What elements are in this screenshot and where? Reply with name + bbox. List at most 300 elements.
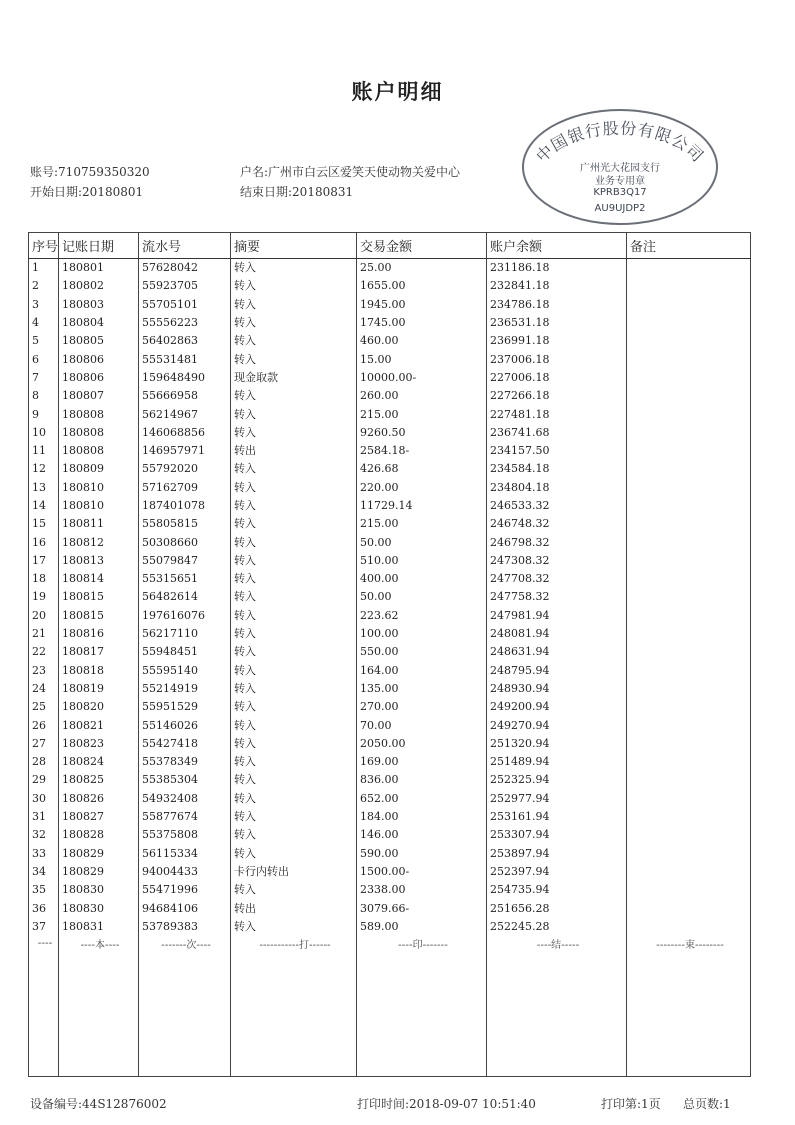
- end-marker-5: ----结-----: [487, 936, 627, 952]
- posting-date: 180807: [59, 387, 139, 405]
- row-number: 25: [29, 698, 59, 716]
- summary: 转入: [231, 588, 357, 606]
- account-balance: 237006.18: [487, 350, 627, 368]
- posting-date: 180806: [59, 369, 139, 387]
- serial-number: 56402863: [139, 332, 231, 350]
- summary: 转入: [231, 387, 357, 405]
- transaction-amount: 1945.00: [357, 296, 487, 314]
- summary: 转入: [231, 918, 357, 936]
- transaction-amount: 70.00: [357, 716, 487, 734]
- serial-number: 57162709: [139, 479, 231, 497]
- remark: [627, 570, 751, 588]
- transaction-amount: 270.00: [357, 698, 487, 716]
- account-number: 账号:710759350320: [30, 165, 150, 179]
- summary: 转入: [231, 845, 357, 863]
- account-balance: 247708.32: [487, 570, 627, 588]
- transaction-amount: 2050.00: [357, 735, 487, 753]
- remark: [627, 332, 751, 350]
- posting-date: 180808: [59, 424, 139, 442]
- serial-number: 56217110: [139, 625, 231, 643]
- table-row: [29, 533, 751, 551]
- account-balance: 247758.32: [487, 588, 627, 606]
- remark: [627, 625, 751, 643]
- transaction-amount: 3079.66-: [357, 899, 487, 917]
- end-marker-6: --------束--------: [627, 936, 751, 952]
- summary: 转入: [231, 881, 357, 899]
- posting-date: 180814: [59, 570, 139, 588]
- seal-code-2: AU9UJDP2: [594, 203, 646, 214]
- row-number: 17: [29, 552, 59, 570]
- row-number: 26: [29, 716, 59, 734]
- posting-date: 180820: [59, 698, 139, 716]
- summary: 转入: [231, 350, 357, 368]
- serial-number: 54932408: [139, 790, 231, 808]
- remark: [627, 497, 751, 515]
- posting-date: 180804: [59, 314, 139, 332]
- transaction-amount: 460.00: [357, 332, 487, 350]
- posting-date: 180829: [59, 863, 139, 881]
- table-row: [29, 570, 751, 588]
- summary: 转入: [231, 698, 357, 716]
- summary: 转入: [231, 808, 357, 826]
- transaction-amount: 426.68: [357, 460, 487, 478]
- table-row: [29, 369, 751, 387]
- bank-seal-stamp: [522, 109, 718, 225]
- serial-number: 56482614: [139, 588, 231, 606]
- account-balance: 246533.32: [487, 497, 627, 515]
- blank-cell: [29, 952, 59, 1077]
- transaction-amount: 146.00: [357, 826, 487, 844]
- serial-number: 146068856: [139, 424, 231, 442]
- serial-number: 159648490: [139, 369, 231, 387]
- row-number: 7: [29, 369, 59, 387]
- blank-cell: [59, 952, 139, 1077]
- remark: [627, 296, 751, 314]
- account-balance: 227266.18: [487, 387, 627, 405]
- transaction-amount: 2338.00: [357, 881, 487, 899]
- account-balance: 227481.18: [487, 405, 627, 423]
- remark: [627, 808, 751, 826]
- transaction-amount: 100.00: [357, 625, 487, 643]
- col-header-no: 序号: [29, 233, 59, 259]
- transaction-amount: 223.62: [357, 607, 487, 625]
- col-header-serial: 流水号: [139, 233, 231, 259]
- col-header-summary: 摘要: [231, 233, 357, 259]
- remark: [627, 698, 751, 716]
- col-header-remark: 备注: [627, 233, 751, 259]
- account-balance: 253307.94: [487, 826, 627, 844]
- row-number: 37: [29, 918, 59, 936]
- serial-number: 55079847: [139, 552, 231, 570]
- account-balance: 246748.32: [487, 515, 627, 533]
- posting-date: 180826: [59, 790, 139, 808]
- account-balance: 234804.18: [487, 479, 627, 497]
- summary: 转入: [231, 790, 357, 808]
- row-number: 12: [29, 460, 59, 478]
- remark: [627, 643, 751, 661]
- row-number: 14: [29, 497, 59, 515]
- page-number: 打印第:1页: [601, 1097, 661, 1111]
- row-number: 6: [29, 350, 59, 368]
- account-balance: 252325.94: [487, 771, 627, 789]
- remark: [627, 899, 751, 917]
- summary: 转入: [231, 625, 357, 643]
- summary: 转入: [231, 405, 357, 423]
- print-time: 打印时间:2018-09-07 10:51:40: [357, 1097, 536, 1111]
- blank-area: [29, 952, 751, 1077]
- row-number: 27: [29, 735, 59, 753]
- remark: [627, 259, 751, 278]
- serial-number: 56115334: [139, 845, 231, 863]
- serial-number: 50308660: [139, 533, 231, 551]
- table-row: [29, 588, 751, 606]
- posting-date: 180830: [59, 881, 139, 899]
- start-date: 开始日期:20180801: [30, 185, 144, 199]
- col-header-balance: 账户余额: [487, 233, 627, 259]
- table-row: [29, 332, 751, 350]
- table-row: [29, 643, 751, 661]
- blank-cell: [487, 952, 627, 1077]
- serial-number: 55385304: [139, 771, 231, 789]
- account-name: 户名:广州市白云区爱笑天使动物关爱中心: [240, 165, 461, 179]
- summary: 转入: [231, 479, 357, 497]
- remark: [627, 680, 751, 698]
- account-balance: 232841.18: [487, 277, 627, 295]
- serial-number: 55146026: [139, 716, 231, 734]
- serial-number: 55705101: [139, 296, 231, 314]
- table-row: [29, 387, 751, 405]
- transaction-amount: 11729.14: [357, 497, 487, 515]
- remark: [627, 881, 751, 899]
- posting-date: 180810: [59, 479, 139, 497]
- serial-number: 55877674: [139, 808, 231, 826]
- account-balance: 247981.94: [487, 607, 627, 625]
- transaction-amount: 15.00: [357, 350, 487, 368]
- summary: 转入: [231, 259, 357, 278]
- account-balance: 252245.28: [487, 918, 627, 936]
- account-balance: 248795.94: [487, 662, 627, 680]
- account-balance: 252397.94: [487, 863, 627, 881]
- account-balance: 253897.94: [487, 845, 627, 863]
- remark: [627, 863, 751, 881]
- total-pages: 总页数:1: [683, 1097, 731, 1111]
- transaction-amount: 836.00: [357, 771, 487, 789]
- remark: [627, 515, 751, 533]
- table-row: [29, 515, 751, 533]
- serial-number: 146957971: [139, 442, 231, 460]
- table-row: [29, 826, 751, 844]
- row-number: 4: [29, 314, 59, 332]
- transaction-amount: 184.00: [357, 808, 487, 826]
- posting-date: 180808: [59, 442, 139, 460]
- posting-date: 180828: [59, 826, 139, 844]
- serial-number: 55375808: [139, 826, 231, 844]
- row-number: 19: [29, 588, 59, 606]
- table-row: [29, 735, 751, 753]
- summary: 转入: [231, 643, 357, 661]
- remark: [627, 479, 751, 497]
- serial-number: 55948451: [139, 643, 231, 661]
- transaction-amount: 1655.00: [357, 277, 487, 295]
- summary: 转入: [231, 826, 357, 844]
- table-row: [29, 552, 751, 570]
- account-balance: 251489.94: [487, 753, 627, 771]
- summary: 转入: [231, 424, 357, 442]
- account-balance: 249200.94: [487, 698, 627, 716]
- row-number: 33: [29, 845, 59, 863]
- serial-number: 55471996: [139, 881, 231, 899]
- transaction-amount: 169.00: [357, 753, 487, 771]
- summary: 转入: [231, 296, 357, 314]
- transaction-amount: 590.00: [357, 845, 487, 863]
- account-balance: 251320.94: [487, 735, 627, 753]
- table-row: [29, 424, 751, 442]
- summary: 卡行内转出: [231, 863, 357, 881]
- table-row: [29, 680, 751, 698]
- row-number: 32: [29, 826, 59, 844]
- summary: 转入: [231, 716, 357, 734]
- row-number: 18: [29, 570, 59, 588]
- transaction-amount: 2584.18-: [357, 442, 487, 460]
- account-balance: 248930.94: [487, 680, 627, 698]
- transaction-amount: 550.00: [357, 643, 487, 661]
- remark: [627, 790, 751, 808]
- remark: [627, 369, 751, 387]
- table-row: [29, 607, 751, 625]
- serial-number: 55805815: [139, 515, 231, 533]
- serial-number: 55315651: [139, 570, 231, 588]
- posting-date: 180811: [59, 515, 139, 533]
- account-balance: 236991.18: [487, 332, 627, 350]
- end-marker-2: -------次----: [139, 936, 231, 952]
- summary: 转入: [231, 662, 357, 680]
- blank-cell: [139, 952, 231, 1077]
- end-of-statement-marker: [29, 936, 751, 952]
- col-header-date: 记账日期: [59, 233, 139, 259]
- account-balance: 253161.94: [487, 808, 627, 826]
- account-balance: 236741.68: [487, 424, 627, 442]
- table-row: [29, 808, 751, 826]
- table-row: [29, 881, 751, 899]
- remark: [627, 845, 751, 863]
- row-number: 16: [29, 533, 59, 551]
- posting-date: 180823: [59, 735, 139, 753]
- transaction-amount: 1500.00-: [357, 863, 487, 881]
- posting-date: 180812: [59, 533, 139, 551]
- posting-date: 180801: [59, 259, 139, 278]
- table-row: [29, 442, 751, 460]
- table-row: [29, 460, 751, 478]
- table-row: [29, 497, 751, 515]
- end-marker-4: ----印-------: [357, 936, 487, 952]
- account-balance: 252977.94: [487, 790, 627, 808]
- transaction-amount: 220.00: [357, 479, 487, 497]
- remark: [627, 588, 751, 606]
- account-balance: 234157.50: [487, 442, 627, 460]
- table-row: [29, 698, 751, 716]
- transaction-amount: 50.00: [357, 588, 487, 606]
- end-marker-no: ----: [29, 936, 59, 952]
- row-number: 35: [29, 881, 59, 899]
- transaction-amount: 589.00: [357, 918, 487, 936]
- table-row: [29, 899, 751, 917]
- transaction-amount: 652.00: [357, 790, 487, 808]
- posting-date: 180827: [59, 808, 139, 826]
- posting-date: 180806: [59, 350, 139, 368]
- summary: 转入: [231, 460, 357, 478]
- serial-number: 55556223: [139, 314, 231, 332]
- remark: [627, 405, 751, 423]
- serial-number: 57628042: [139, 259, 231, 278]
- summary: 转出: [231, 442, 357, 460]
- transaction-amount: 164.00: [357, 662, 487, 680]
- posting-date: 180810: [59, 497, 139, 515]
- transaction-amount: 510.00: [357, 552, 487, 570]
- remark: [627, 735, 751, 753]
- transaction-amount: 10000.00-: [357, 369, 487, 387]
- table-row: [29, 845, 751, 863]
- seal-code-1: KPRB3Q17: [593, 187, 647, 198]
- remark: [627, 350, 751, 368]
- posting-date: 180805: [59, 332, 139, 350]
- seal-purpose: 业务专用章: [595, 176, 645, 187]
- table-row: [29, 753, 751, 771]
- account-balance: 231186.18: [487, 259, 627, 278]
- row-number: 15: [29, 515, 59, 533]
- remark: [627, 716, 751, 734]
- account-balance: 234584.18: [487, 460, 627, 478]
- row-number: 28: [29, 753, 59, 771]
- remark: [627, 826, 751, 844]
- remark: [627, 460, 751, 478]
- summary: 转入: [231, 314, 357, 332]
- serial-number: 55427418: [139, 735, 231, 753]
- serial-number: 55531481: [139, 350, 231, 368]
- serial-number: 55378349: [139, 753, 231, 771]
- posting-date: 180817: [59, 643, 139, 661]
- summary: 转入: [231, 515, 357, 533]
- table-row: [29, 771, 751, 789]
- serial-number: 56214967: [139, 405, 231, 423]
- summary: 转入: [231, 735, 357, 753]
- summary: 转出: [231, 899, 357, 917]
- remark: [627, 662, 751, 680]
- posting-date: 180816: [59, 625, 139, 643]
- account-balance: 247308.32: [487, 552, 627, 570]
- account-balance: 227006.18: [487, 369, 627, 387]
- serial-number: 53789383: [139, 918, 231, 936]
- account-balance: 246798.32: [487, 533, 627, 551]
- table-row: [29, 350, 751, 368]
- serial-number: 94004433: [139, 863, 231, 881]
- account-balance: 249270.94: [487, 716, 627, 734]
- end-date: 结束日期:20180831: [240, 185, 354, 199]
- transaction-amount: 25.00: [357, 259, 487, 278]
- serial-number: 55923705: [139, 277, 231, 295]
- serial-number: 94684106: [139, 899, 231, 917]
- row-number: 10: [29, 424, 59, 442]
- table-row: [29, 405, 751, 423]
- seal-arc-text: 中国银行股份有限公司: [532, 118, 708, 167]
- posting-date: 180815: [59, 607, 139, 625]
- table-row: [29, 716, 751, 734]
- posting-date: 180813: [59, 552, 139, 570]
- summary: 转入: [231, 753, 357, 771]
- row-number: 34: [29, 863, 59, 881]
- serial-number: 55951529: [139, 698, 231, 716]
- account-balance: 251656.28: [487, 899, 627, 917]
- summary: 转入: [231, 277, 357, 295]
- posting-date: 180824: [59, 753, 139, 771]
- row-number: 2: [29, 277, 59, 295]
- row-number: 22: [29, 643, 59, 661]
- row-number: 5: [29, 332, 59, 350]
- serial-number: 55666958: [139, 387, 231, 405]
- summary: 转入: [231, 497, 357, 515]
- posting-date: 180819: [59, 680, 139, 698]
- table-header: [29, 233, 751, 259]
- posting-date: 180808: [59, 405, 139, 423]
- table-row: [29, 296, 751, 314]
- row-number: 36: [29, 899, 59, 917]
- row-number: 13: [29, 479, 59, 497]
- posting-date: 180818: [59, 662, 139, 680]
- summary: 转入: [231, 332, 357, 350]
- account-balance: 254735.94: [487, 881, 627, 899]
- row-number: 3: [29, 296, 59, 314]
- transaction-amount: 9260.50: [357, 424, 487, 442]
- remark: [627, 918, 751, 936]
- transaction-amount: 260.00: [357, 387, 487, 405]
- summary: 现金取款: [231, 369, 357, 387]
- summary: 转入: [231, 771, 357, 789]
- transaction-amount: 1745.00: [357, 314, 487, 332]
- summary: 转入: [231, 552, 357, 570]
- table-row: [29, 277, 751, 295]
- posting-date: 180802: [59, 277, 139, 295]
- posting-date: 180831: [59, 918, 139, 936]
- table-row: [29, 259, 751, 278]
- account-balance: 236531.18: [487, 314, 627, 332]
- remark: [627, 753, 751, 771]
- table-row: [29, 662, 751, 680]
- table-row: [29, 863, 751, 881]
- posting-date: 180821: [59, 716, 139, 734]
- row-number: 30: [29, 790, 59, 808]
- remark: [627, 442, 751, 460]
- seal-branch: 广州光大花园支行: [580, 163, 660, 174]
- row-number: 23: [29, 662, 59, 680]
- serial-number: 187401078: [139, 497, 231, 515]
- posting-date: 180825: [59, 771, 139, 789]
- serial-number: 197616076: [139, 607, 231, 625]
- transaction-amount: 215.00: [357, 515, 487, 533]
- serial-number: 55595140: [139, 662, 231, 680]
- blank-cell: [357, 952, 487, 1077]
- page-title: 账户明细: [351, 80, 444, 104]
- remark: [627, 607, 751, 625]
- table-row: [29, 625, 751, 643]
- posting-date: 180809: [59, 460, 139, 478]
- serial-number: 55792020: [139, 460, 231, 478]
- account-balance: 248631.94: [487, 643, 627, 661]
- row-number: 20: [29, 607, 59, 625]
- remark: [627, 277, 751, 295]
- remark: [627, 771, 751, 789]
- posting-date: 180829: [59, 845, 139, 863]
- posting-date: 180830: [59, 899, 139, 917]
- summary: 转入: [231, 680, 357, 698]
